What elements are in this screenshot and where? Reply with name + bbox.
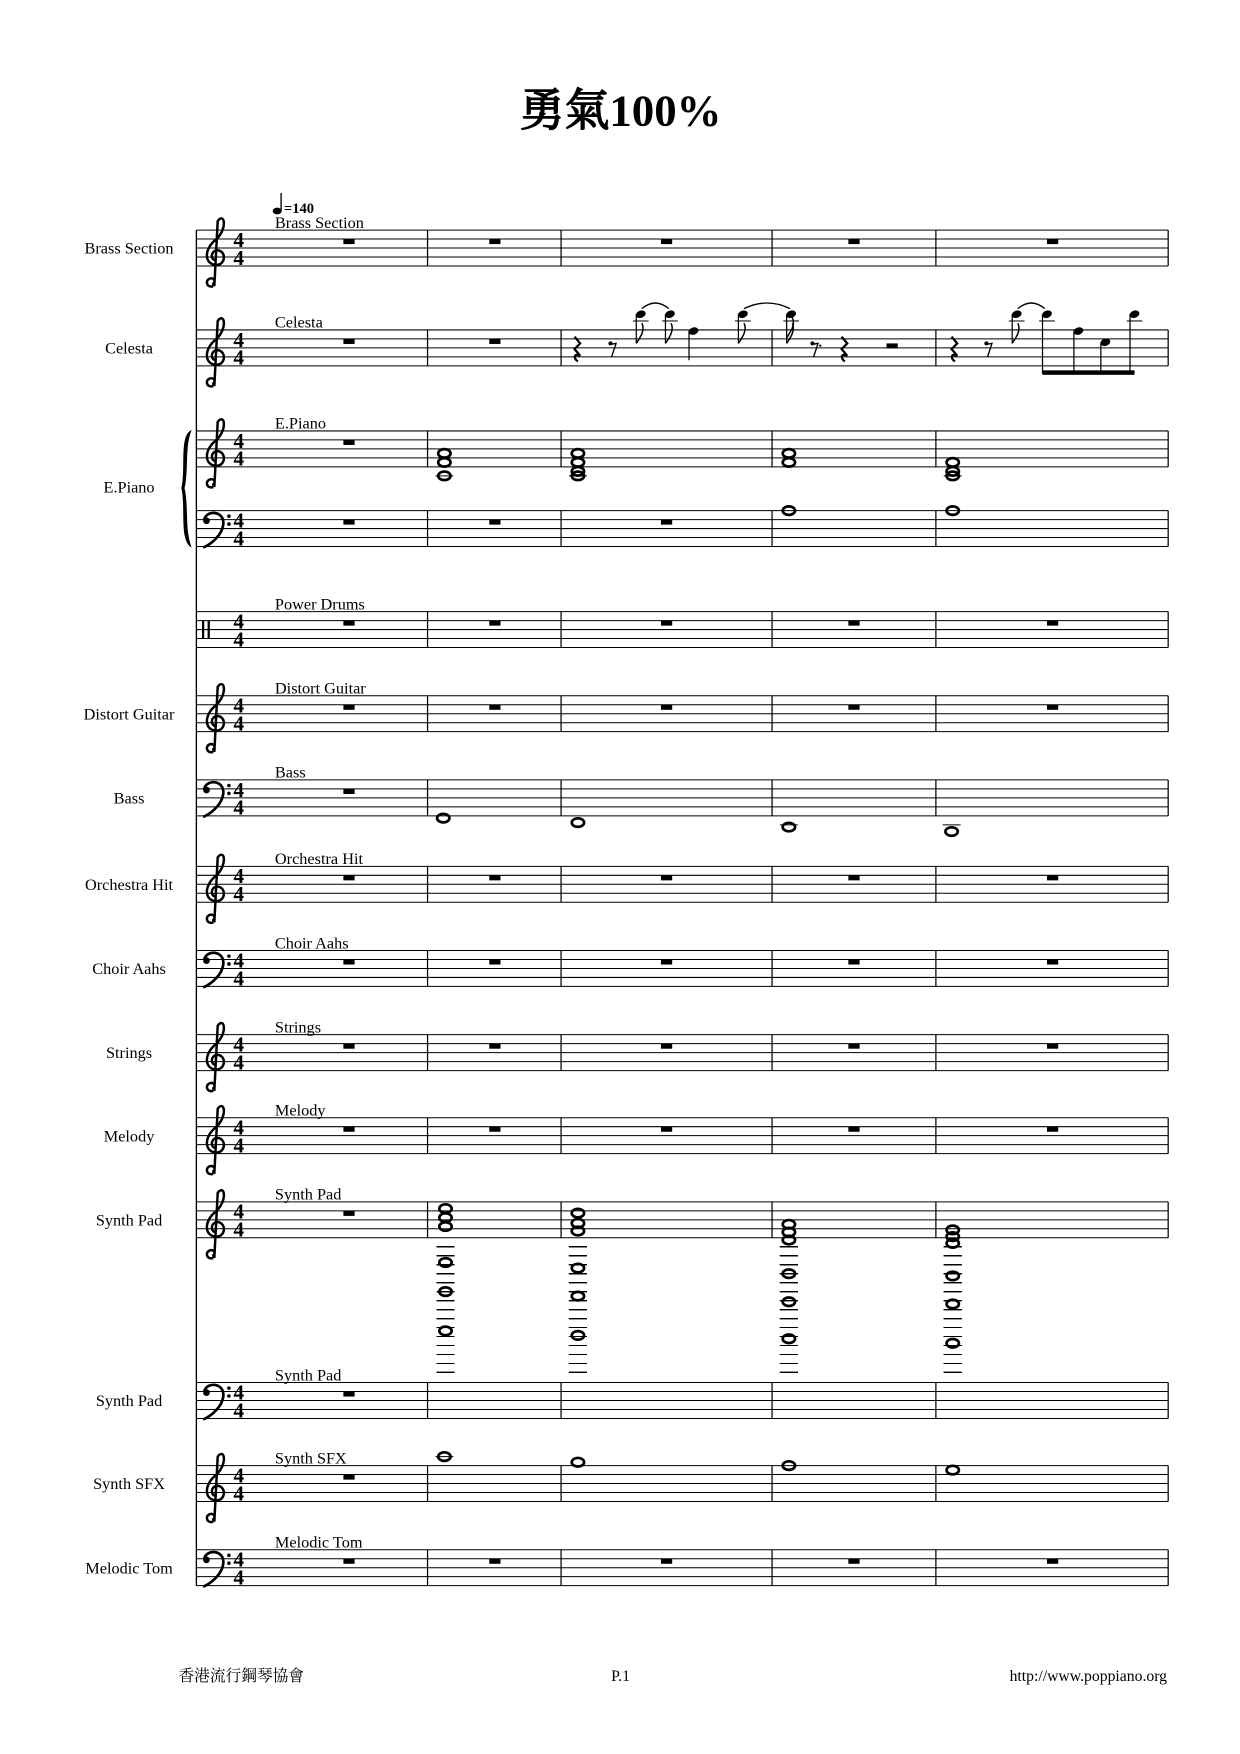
whole-rest [1047, 239, 1058, 244]
whole-rest [343, 440, 354, 445]
staff-instrument-label: Choir Aahs [274, 934, 349, 953]
whole-note [947, 1339, 959, 1348]
whole-rest [343, 1211, 354, 1216]
whole-note [783, 1297, 795, 1306]
whole-rest [489, 621, 500, 626]
whole-rest [661, 1044, 672, 1049]
whole-rest [343, 1475, 354, 1480]
staff-instrument-label: Strings [274, 1018, 322, 1037]
whole-rest [1047, 705, 1058, 710]
whole-note [783, 449, 795, 458]
whole-rest [661, 705, 672, 710]
whole-rest [343, 1392, 354, 1397]
beam [1042, 370, 1134, 374]
time-signature-bottom: 4 [233, 1133, 245, 1158]
whole-note [572, 1331, 584, 1340]
bass-clef-icon [203, 513, 223, 548]
staff [114, 764, 1168, 836]
time-signature-top: 4 [233, 1463, 245, 1488]
whole-rest [343, 789, 354, 794]
time-signature-top: 4 [233, 327, 245, 352]
whole-rest [489, 875, 500, 880]
tempo-value: =140 [283, 201, 315, 218]
whole-note [439, 1213, 451, 1222]
time-signature-bottom: 4 [233, 345, 245, 370]
instrument-name: Melody [103, 1127, 155, 1146]
instrument-name: Bass [113, 789, 145, 808]
time-signature-top: 4 [233, 428, 245, 453]
time-signature-top: 4 [233, 1115, 245, 1140]
whole-rest [661, 520, 672, 525]
quarter-rest [575, 337, 581, 362]
whole-note [439, 1327, 451, 1336]
whole-note [572, 1227, 584, 1236]
quarter-rest [842, 337, 848, 362]
whole-rest [661, 875, 672, 880]
instrument-name: Melodic Tom [85, 1559, 173, 1578]
staff [96, 1366, 1168, 1422]
time-signature-top: 4 [233, 227, 245, 252]
staff-instrument-label: Melody [274, 1101, 326, 1120]
staff [104, 415, 1169, 497]
time-signature-bottom: 4 [233, 1481, 245, 1506]
whole-rest [1047, 1559, 1058, 1564]
bass-clef-icon [203, 1552, 223, 1587]
staff-instrument-label: Distort Guitar [274, 679, 366, 698]
time-signature-bottom: 4 [233, 966, 245, 991]
whole-note [572, 818, 584, 827]
half-rest [887, 343, 898, 348]
whole-note [439, 1258, 451, 1267]
whole-rest [489, 239, 500, 244]
whole-rest [489, 339, 500, 344]
instrument-name: Synth Pad [95, 1211, 163, 1230]
whole-note [572, 449, 584, 458]
instrument-name: Synth Pad [95, 1392, 163, 1411]
staff [84, 680, 1169, 753]
staff [92, 934, 1168, 990]
staff [96, 1186, 1168, 1373]
eighth-rest [985, 343, 992, 356]
time-signature-bottom: 4 [233, 1217, 245, 1242]
whole-rest [848, 239, 859, 244]
eighth-rest [811, 343, 818, 356]
whole-rest [489, 705, 500, 710]
whole-rest [343, 1127, 354, 1132]
staff [196, 595, 1168, 651]
whole-rest [661, 1127, 672, 1132]
whole-rest [343, 875, 354, 880]
time-signature-bottom: 4 [233, 446, 245, 471]
staff [93, 1449, 1168, 1522]
time-signature-top: 4 [233, 777, 245, 802]
time-signature-bottom: 4 [233, 1398, 245, 1423]
whole-rest [343, 1559, 354, 1564]
time-signature-top: 4 [233, 948, 245, 973]
time-signature-bottom: 4 [233, 711, 245, 736]
whole-note [947, 458, 959, 467]
treble-clef-icon [207, 1454, 224, 1522]
tie [744, 303, 790, 309]
staff [104, 1101, 1168, 1174]
time-signature-bottom: 4 [233, 882, 245, 907]
staff [196, 506, 1168, 550]
whole-rest [1047, 959, 1058, 964]
footer-publisher: 香港流行鋼琴協會 [178, 1668, 305, 1686]
time-signature-bottom: 4 [233, 1565, 245, 1590]
instrument-name: E.Piano [103, 478, 155, 497]
eighth-rest [609, 343, 616, 356]
time-signature-top: 4 [233, 609, 245, 634]
instrument-name: Orchestra Hit [85, 875, 174, 894]
staff [106, 1018, 1168, 1091]
instrument-name: Distort Guitar [83, 705, 175, 724]
whole-note [783, 823, 795, 832]
instrument-name: Strings [105, 1044, 153, 1063]
treble-clef-icon [207, 1190, 224, 1258]
bass-clef-icon [203, 1385, 223, 1420]
time-signature-bottom: 4 [233, 795, 245, 820]
whole-rest [489, 1044, 500, 1049]
percussion-clef-icon [202, 621, 204, 639]
staff-instrument-label: Synth Pad [274, 1366, 342, 1385]
whole-note [572, 1209, 584, 1218]
whole-rest [661, 239, 672, 244]
time-signature-top: 4 [233, 1547, 245, 1572]
whole-rest [848, 875, 859, 880]
whole-rest [343, 239, 354, 244]
whole-note [783, 1335, 795, 1344]
whole-rest [1047, 1127, 1058, 1132]
staff [85, 214, 1169, 287]
instrument-name: Celesta [105, 339, 153, 358]
time-signature-top: 4 [233, 1199, 245, 1224]
instrument-name: Synth SFX [93, 1475, 165, 1494]
time-signature-bottom: 4 [233, 627, 245, 652]
whole-rest [343, 621, 354, 626]
whole-rest [848, 621, 859, 626]
whole-note [783, 1236, 795, 1245]
treble-clef-icon [207, 855, 224, 923]
staff-instrument-label: Synth SFX [274, 1449, 347, 1468]
whole-rest [1047, 875, 1058, 880]
whole-note [439, 1204, 451, 1213]
whole-note [947, 1466, 959, 1475]
treble-clef-icon [207, 218, 224, 286]
whole-rest [343, 339, 354, 344]
whole-note [945, 827, 957, 836]
instrument-name: Choir Aahs [92, 960, 166, 979]
whole-rest [489, 1559, 500, 1564]
time-signature-top: 4 [233, 693, 245, 718]
whole-rest [489, 959, 500, 964]
whole-note [947, 1272, 959, 1281]
staff-instrument-label: Melodic Tom [274, 1533, 363, 1552]
whole-rest [343, 520, 354, 525]
staff [85, 850, 1168, 923]
footer-page-number: P.1 [611, 1668, 630, 1686]
tie [642, 303, 669, 309]
whole-rest [848, 705, 859, 710]
time-signature-top: 4 [233, 1380, 245, 1405]
whole-rest [1047, 621, 1058, 626]
whole-rest [1047, 1044, 1058, 1049]
time-signature-bottom: 4 [233, 526, 245, 551]
treble-clef-icon [207, 1106, 224, 1174]
whole-note [437, 814, 449, 823]
whole-note [572, 1458, 584, 1467]
time-signature-top: 4 [233, 864, 245, 889]
whole-rest [489, 1127, 500, 1132]
whole-note [439, 1222, 451, 1231]
staff-instrument-label: Synth Pad [274, 1185, 342, 1204]
whole-note [572, 1292, 584, 1301]
staff-instrument-label: Brass Section [274, 213, 364, 232]
score-title: 勇氣100% [519, 85, 722, 136]
whole-rest [848, 959, 859, 964]
treble-clef-icon [207, 1023, 224, 1091]
whole-rest [343, 1044, 354, 1049]
staff-instrument-label: Bass [274, 763, 306, 782]
whole-rest [343, 959, 354, 964]
whole-note [572, 458, 584, 467]
quarter-rest [952, 337, 958, 362]
treble-clef-icon [207, 684, 224, 752]
footer-url[interactable]: http://www.poppiano.org [1009, 1668, 1168, 1686]
brace-icon [182, 431, 191, 547]
whole-rest [489, 520, 500, 525]
staff-instrument-label: Celesta [274, 313, 323, 332]
whole-rest [848, 1127, 859, 1132]
time-signature-top: 4 [233, 1032, 245, 1057]
whole-rest [343, 705, 354, 710]
whole-note [783, 458, 795, 467]
whole-note [438, 449, 450, 458]
whole-rest [661, 959, 672, 964]
whole-rest [848, 1559, 859, 1564]
staff-instrument-label: Power Drums [274, 595, 365, 614]
whole-rest [661, 621, 672, 626]
whole-rest [661, 1559, 672, 1564]
tie [1018, 303, 1045, 309]
bass-clef-icon [203, 953, 223, 988]
whole-note [438, 458, 450, 467]
staff-instrument-label: Orchestra Hit [274, 850, 364, 869]
treble-clef-icon [207, 318, 224, 386]
treble-clef-icon [207, 419, 224, 487]
staff-system [84, 214, 1169, 1590]
staff-instrument-label: E.Piano [274, 414, 326, 433]
staff [105, 303, 1168, 386]
bass-clef-icon [203, 782, 223, 817]
time-signature-top: 4 [233, 508, 245, 533]
time-signature-bottom: 4 [233, 1050, 245, 1075]
instrument-name: Brass Section [84, 239, 174, 258]
staff [85, 1533, 1168, 1589]
time-signature-bottom: 4 [233, 245, 245, 270]
whole-rest [848, 1044, 859, 1049]
